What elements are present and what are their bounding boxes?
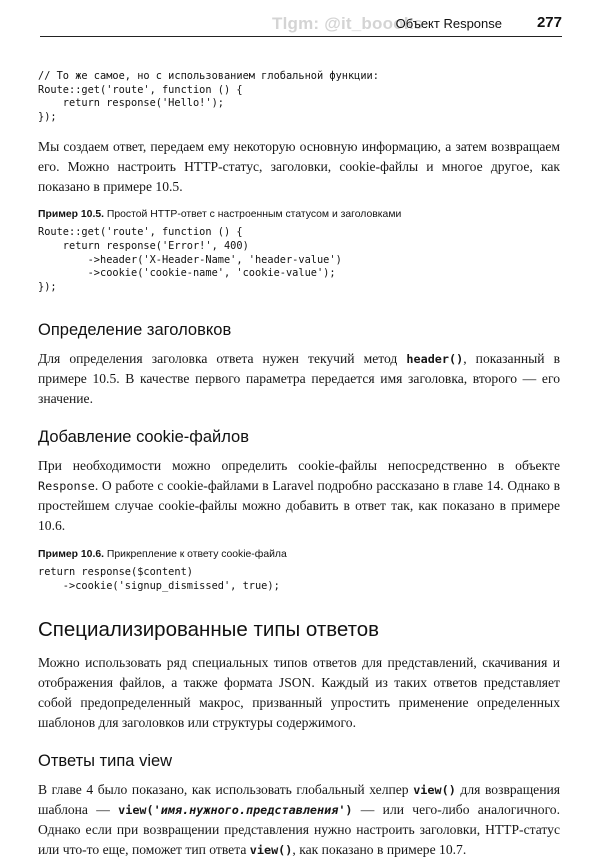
caption-label: Пример 10.5. (38, 209, 105, 221)
text: — или чего-либо аналогичного. Однако если при возвращении представления нужно настроить заголовки, HTTP-статус или что-то еще, поможет тип ответа (38, 801, 560, 857)
inline-code: view() (249, 842, 293, 857)
text: В главе 4 было показано, как использовать глобальный хелпер (38, 781, 414, 797)
heading-view-responses: Ответы типа view (38, 751, 173, 770)
caption-example-10-6 (38, 549, 560, 560)
code-block-example-10-5: Route::get('route', function () { return response('Error!', 400) ->header('X-Header-Name', 'header-value') ->cookie('cookie-name', 'cookie-value'); }); (38, 226, 342, 293)
caption-title: Прикрепление к ответу cookie-файла (104, 549, 287, 561)
caption-example-10-5 (38, 209, 560, 220)
paragraph-cookies (38, 456, 560, 536)
heading-special-response-types: Специализированные типы ответов (38, 617, 380, 641)
text: При необходимости можно определить cookie-файлы непосредственно в объекте (38, 458, 560, 474)
text: , показанный в примере 10.5. В качестве первого параметра передается имя заголовка, второго — его значение. (38, 351, 560, 407)
caption-label: Пример 10.6. (38, 549, 105, 561)
code-block-global-response: // То же самое, но с использованием глобальной функции: Route::get('route', function () { return response('Hello!'); }); (38, 70, 379, 123)
inline-code: view() (413, 782, 456, 797)
text: для возвращения шаблона — (38, 781, 561, 817)
paragraph-headers (38, 349, 560, 409)
paragraph-view-responses (38, 780, 560, 860)
code-block-example-10-6: return response($content) ->cookie('signup_dismissed', true); (38, 566, 280, 592)
text: Для определения заголовка ответа нужен текучий метод (38, 351, 407, 367)
heading-defining-headers: Определение заголовков (38, 321, 232, 340)
watermark-text: Tlgm: @it_boooks (272, 14, 424, 33)
paragraph-response-intro: Мы создаем ответ, передаем ему некоторую основную информацию, а затем возвращаем его. Можно настроить HTTP-статус, заголовки, cookie-файлы и многое другое, как показано в примере 10.5. (38, 139, 560, 195)
page-header (40, 8, 562, 37)
text: . О работе с cookie-файлами в Laravel подробно рассказано в главе 14. Однако в простейшем случае cookie-файлы можно добавить в ответ так, как показано в примере 10.6. (38, 478, 560, 534)
inline-code: Response (38, 479, 95, 494)
paragraph-special-responses: Можно использовать ряд специальных типов ответов для представлений, скачивания и отображения файлов, а также формата JSON. Каждый из таких ответов представляет собой предопределенный макрос, призванный упростить применение определенных шаблонов для заголовков или структуры содержимого. (38, 654, 560, 730)
page-content (38, 70, 560, 860)
inline-code: ') (338, 802, 353, 817)
page-number: 277 (536, 14, 562, 31)
text: , как показано в примере 10.7. (292, 841, 467, 857)
inline-code: header() (406, 352, 464, 367)
heading-adding-cookies: Добавление cookie-файлов (38, 428, 249, 447)
caption-title: Простой HTTP-ответ с настроенным статусом и заголовками (104, 209, 402, 221)
inline-code-italic: имя.нужного.представления (160, 802, 339, 817)
inline-code: view(' (118, 802, 161, 817)
running-title: Объект Response (395, 16, 502, 31)
